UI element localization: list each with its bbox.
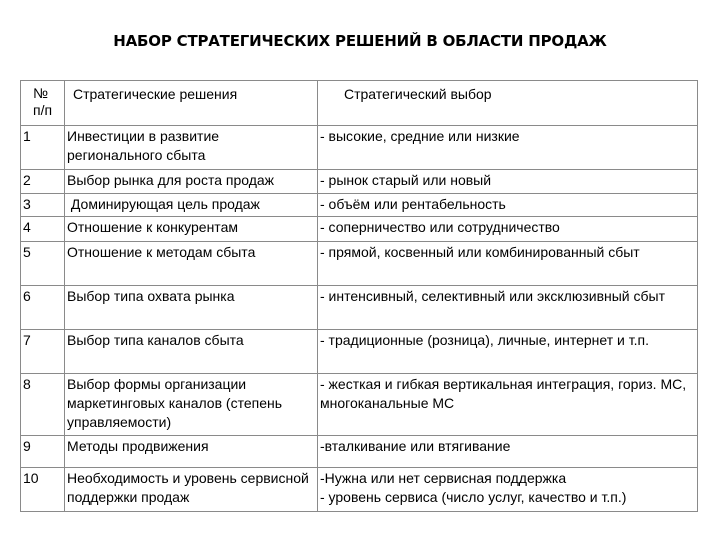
row-choice: - прямой, косвенный или комбинированный сбыт bbox=[318, 242, 698, 286]
row-choice: - объём или рентабельность bbox=[318, 194, 698, 217]
table-row bbox=[21, 374, 698, 436]
table-row bbox=[21, 468, 698, 512]
row-choice: - соперничество или сотрудничество bbox=[318, 217, 698, 242]
row-choice bbox=[318, 468, 698, 512]
table-row bbox=[21, 126, 698, 170]
row-number: 4 bbox=[21, 217, 65, 242]
table-row bbox=[21, 170, 698, 194]
table-header-row bbox=[21, 81, 698, 126]
row-decision: Выбор типа каналов сбыта bbox=[65, 330, 318, 374]
header-number-abbr: п/п bbox=[33, 102, 53, 118]
row-number: 5 bbox=[21, 242, 65, 286]
table-row bbox=[21, 286, 698, 330]
row-decision: Инвестиции в развитие регионального сбыта bbox=[65, 126, 318, 170]
row-number: 10 bbox=[21, 468, 65, 512]
row-number: 7 bbox=[21, 330, 65, 374]
row-decision: Отношение к конкурентам bbox=[65, 217, 318, 242]
row-choice: - жесткая и гибкая вертикальная интеграция, гориз. МС, многоканальные МС bbox=[318, 374, 698, 436]
row-decision: Доминирующая цель продаж bbox=[65, 194, 318, 217]
table-row bbox=[21, 217, 698, 242]
row-number: 3 bbox=[21, 194, 65, 217]
row-choice-line: -Нужна или нет сервисная поддержка bbox=[320, 470, 567, 486]
row-choice: - рынок старый или новый bbox=[318, 170, 698, 194]
table-row bbox=[21, 242, 698, 286]
row-number: 2 bbox=[21, 170, 65, 194]
row-decision: Выбор типа охвата рынка bbox=[65, 286, 318, 330]
header-number-sign: № bbox=[33, 85, 49, 101]
table-row bbox=[21, 194, 698, 217]
row-number: 1 bbox=[21, 126, 65, 170]
row-decision: Отношение к методам сбыта bbox=[65, 242, 318, 286]
page-title: НАБОР СТРАТЕГИЧЕСКИХ РЕШЕНИЙ В ОБЛАСТИ ПРОДАЖ bbox=[113, 32, 607, 50]
header-number bbox=[21, 81, 65, 126]
row-decision: Методы продвижения bbox=[65, 436, 318, 468]
row-choice-line: - уровень сервиса (число услуг, качество и т.п.) bbox=[320, 489, 627, 505]
table-row bbox=[21, 436, 698, 468]
row-decision: Выбор формы организации маркетинговых каналов (степень управляемости) bbox=[65, 374, 318, 436]
row-choice: - высокие, средние или низкие bbox=[318, 126, 698, 170]
row-decision: Необходимость и уровень сервисной поддержки продаж bbox=[65, 468, 318, 512]
strategy-decisions-table bbox=[20, 80, 698, 512]
row-number: 6 bbox=[21, 286, 65, 330]
row-number: 8 bbox=[21, 374, 65, 436]
row-choice: - интенсивный, селективный или эксклюзивный сбыт bbox=[318, 286, 698, 330]
header-choice: Стратегический выбор bbox=[318, 81, 698, 126]
row-decision: Выбор рынка для роста продаж bbox=[65, 170, 318, 194]
header-decisions: Стратегические решения bbox=[65, 81, 318, 126]
table-row bbox=[21, 330, 698, 374]
row-choice: - традиционные (розница), личные, интернет и т.п. bbox=[318, 330, 698, 374]
row-number: 9 bbox=[21, 436, 65, 468]
row-choice: -вталкивание или втягивание bbox=[318, 436, 698, 468]
